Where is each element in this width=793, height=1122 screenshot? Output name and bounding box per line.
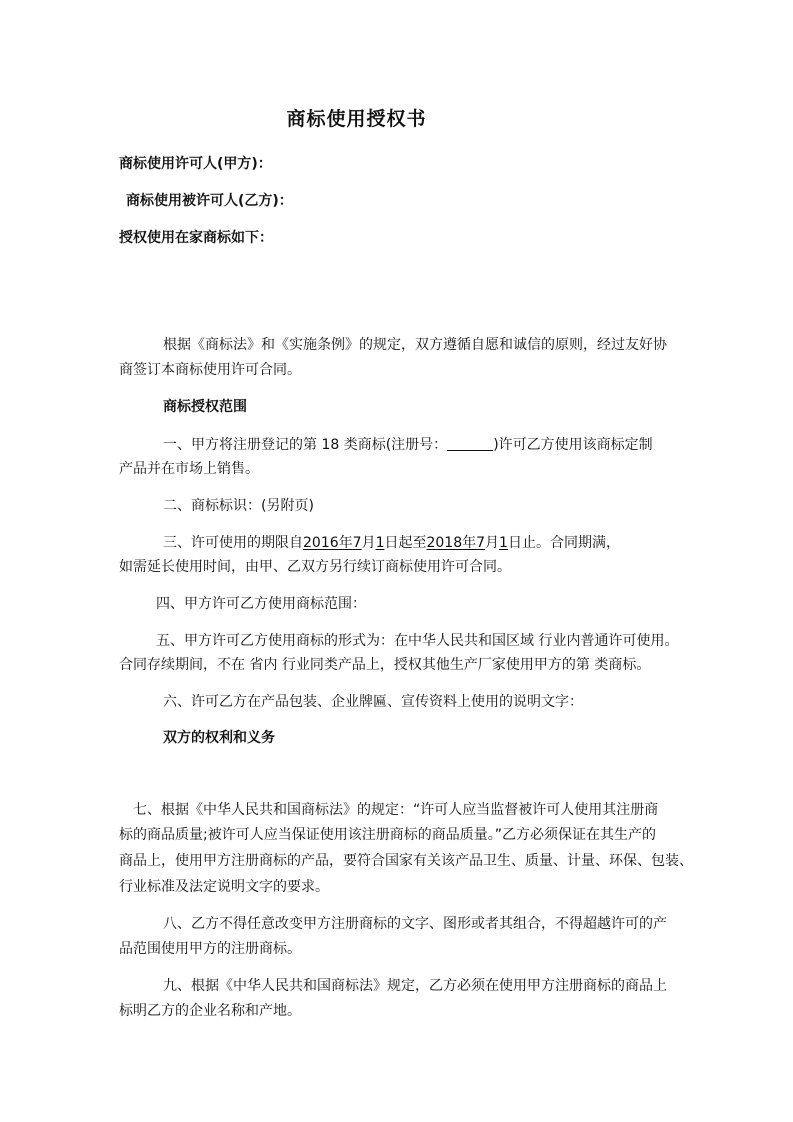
end-month: 7 <box>476 535 486 551</box>
clause-1-text-b: )许可乙方使用该商标定制 <box>493 437 653 453</box>
clause-7-line-3: 商品上，使用甲方注册商标的产品，要符合国家有关该产品卫生、质量、计量、环保、包装、 <box>119 853 693 869</box>
clause-1-line-2: 产品并在市场上销售。 <box>119 461 259 477</box>
clause-8-line-1: 八、乙方不得任意改变甲方注册商标的文字、图形或者其组合，不得超越许可的产 <box>163 916 667 932</box>
clause-9-line-1: 九、根据《中华人民共和国商标法》规定，乙方必须在使用甲方注册商标的商品上 <box>163 978 667 994</box>
clause-3-from: 日起至 <box>384 535 427 551</box>
section-heading-rights: 双方的权利和义务 <box>163 730 275 746</box>
clause-6: 六、许可乙方在产品包装、企业牌匾、宣传资料上使用的说明文字： <box>163 694 583 710</box>
clause-9-line-2: 标明乙方的企业名称和产地。 <box>119 1003 301 1019</box>
registration-number-blank <box>447 436 493 451</box>
end-day: 1 <box>499 535 508 551</box>
clause-1-line-1 <box>163 436 653 454</box>
licensee-label: 商标使用被许可人(乙方)： <box>126 193 293 209</box>
clause-7-line-4: 行业标准及法定说明文字的要求。 <box>119 879 329 895</box>
preamble-line-2: 商签订本商标使用许可合同。 <box>119 362 301 378</box>
clause-7-line-2: 标的商品质量;被许可人应当保证使用该注册商标的商品质量。”乙方必须保证在其生产的 <box>119 827 656 843</box>
clause-1-text-a: 一、甲方将注册登记的第 18 类商标(注册号： <box>163 437 448 453</box>
clause-3-prefix: 三、许可使用的期限自 <box>163 535 303 551</box>
clause-5-line-2: 合同存续期间，不在 省内 行业同类产品上，授权其他生产厂家使用甲方的第 类商标。 <box>119 657 651 673</box>
section-heading-scope: 商标授权范围 <box>163 399 247 415</box>
preamble-line-1: 根据《商标法》和《实施条例》的规定，双方遵循自愿和诚信的原则，经过友好协 <box>163 337 667 353</box>
clause-2: 二、商标标识：(另附页) <box>163 498 314 514</box>
clause-3-line-1 <box>163 534 620 552</box>
start-year-char: 年 <box>338 535 353 551</box>
start-year: 2016 <box>303 535 339 551</box>
clause-5-line-1: 五、甲方许可乙方使用商标的形式为：在中华人民共和国区域 行业内普通许可使用。 <box>156 633 679 649</box>
end-year-char: 年 <box>462 535 477 551</box>
clause-4: 四、甲方许可乙方使用商标范围： <box>156 596 366 612</box>
clause-3-line-2: 如需延长使用时间，由甲、乙双方另行续订商标使用许可合同。 <box>119 559 511 575</box>
clause-7-line-1: 七、根据《中华人民共和国商标法》的规定：“许可人应当监督被许可人使用其注册商 <box>133 802 659 818</box>
licensor-label: 商标使用许可人(甲方)： <box>119 156 272 172</box>
clause-3-suffix: 日止。合同期满， <box>507 535 620 551</box>
document-title: 商标使用授权书 <box>286 108 427 130</box>
clause-8-line-2: 品范围使用甲方的注册商标。 <box>119 941 301 957</box>
start-month: 7 <box>352 535 362 551</box>
end-year: 2018 <box>426 535 463 551</box>
trademark-label: 授权使用在家商标如下： <box>119 230 273 246</box>
start-day: 1 <box>375 535 385 551</box>
start-month-char: 月 <box>361 535 376 551</box>
end-month-char: 月 <box>485 535 500 551</box>
